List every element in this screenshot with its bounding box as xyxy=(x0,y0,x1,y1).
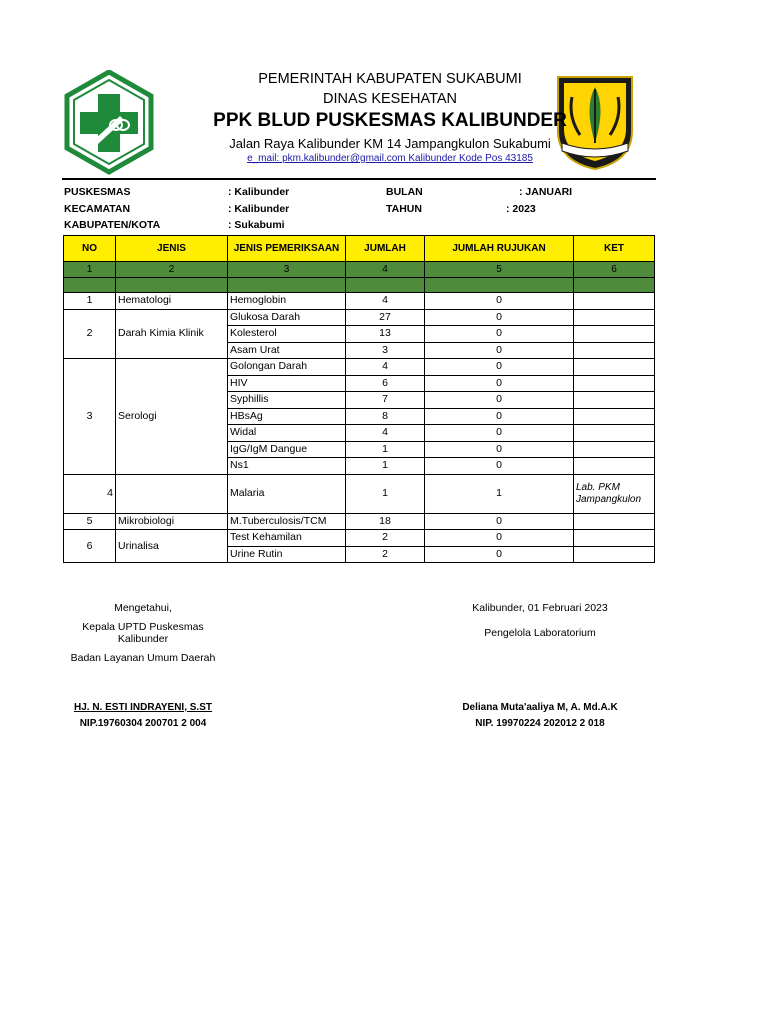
cell-jenis: Mikrobiologi xyxy=(116,513,228,530)
cell-rujukan: 0 xyxy=(425,309,574,326)
cell-jumlah: 4 xyxy=(346,293,425,310)
puskesmas-value: : Kalibunder xyxy=(228,186,290,198)
cell-jenis: Urinalisa xyxy=(116,530,228,563)
cell-jumlah: 27 xyxy=(346,309,425,326)
sig-left-line1: Mengetahui, xyxy=(114,602,172,614)
cell-ket xyxy=(574,359,655,376)
puskesmas-label: PUSKESMAS xyxy=(64,186,131,198)
sig-right-name: Deliana Muta'aaliya M, A. Md.A.K xyxy=(462,702,618,713)
cell-jenis: Darah Kimia Klinik xyxy=(116,309,228,359)
cell-ket xyxy=(574,513,655,530)
tahun-value: : 2023 xyxy=(506,203,536,215)
cell-jumlah: 2 xyxy=(346,546,425,563)
cell-rujukan: 0 xyxy=(425,441,574,458)
kabupaten-label: KABUPATEN/KOTA xyxy=(64,219,161,231)
header-jenis: JENIS xyxy=(116,236,228,262)
cell-no: 4 xyxy=(64,474,116,513)
col-number: 2 xyxy=(116,262,228,278)
cell-ket: Lab. PKM Jampangkulon xyxy=(574,474,655,513)
cell-pemeriksaan: Test Kehamilan xyxy=(228,530,346,547)
cell-rujukan: 0 xyxy=(425,458,574,475)
cell-pemeriksaan: HIV xyxy=(228,375,346,392)
cell-rujukan: 0 xyxy=(425,375,574,392)
cell-jenis: Serologi xyxy=(116,359,228,475)
header-rujukan: JUMLAH RUJUKAN xyxy=(425,236,574,262)
cell-ket xyxy=(574,458,655,475)
puskesmas-logo-icon xyxy=(64,70,154,175)
sig-left-nip: NIP.19760304 200701 2 004 xyxy=(79,718,207,729)
cell-jumlah: 1 xyxy=(346,441,425,458)
cell-jumlah: 4 xyxy=(346,359,425,376)
cell-ket xyxy=(574,408,655,425)
cell-no: 3 xyxy=(64,359,116,475)
cell-ket xyxy=(574,392,655,409)
cell-ket xyxy=(574,425,655,442)
sig-left-line2: Kepala UPTD Puskesmas xyxy=(82,621,204,633)
header-ket: KET xyxy=(574,236,655,262)
header-pemeriksaan: JENIS PEMERIKSAAN xyxy=(228,236,346,262)
cell-pemeriksaan: Hemoglobin xyxy=(228,293,346,310)
cell-pemeriksaan: Malaria xyxy=(228,474,346,513)
cell-ket xyxy=(574,342,655,359)
col-number: 6 xyxy=(574,262,655,278)
cell-no: 5 xyxy=(64,513,116,530)
page-title: PPK BLUD PUSKESMAS KALIBUNDER xyxy=(213,110,567,131)
cell-jumlah: 6 xyxy=(346,375,425,392)
cell-pemeriksaan: Widal xyxy=(228,425,346,442)
cell-ket xyxy=(574,441,655,458)
cell-pemeriksaan: Ns1 xyxy=(228,458,346,475)
cell-ket xyxy=(574,309,655,326)
table-row xyxy=(64,309,655,326)
cell-jumlah: 8 xyxy=(346,408,425,425)
cell-jenis xyxy=(116,474,228,513)
cell-rujukan: 0 xyxy=(425,392,574,409)
sig-left-name: HJ. N. ESTI INDRAYENI, S.ST xyxy=(74,702,212,713)
sig-left-line4: Badan Layanan Umum Daerah xyxy=(70,652,216,664)
cell-pemeriksaan: Urine Rutin xyxy=(228,546,346,563)
table-header-row xyxy=(64,236,655,262)
cell-rujukan: 0 xyxy=(425,359,574,376)
spacer-row xyxy=(64,278,655,293)
cell-jumlah: 7 xyxy=(346,392,425,409)
cell-no: 2 xyxy=(64,309,116,359)
header-divider xyxy=(62,178,656,180)
cell-rujukan: 0 xyxy=(425,530,574,547)
cell-ket xyxy=(574,546,655,563)
sig-left-line3: Kalibunder xyxy=(117,633,169,645)
cell-jumlah: 1 xyxy=(346,474,425,513)
header-no: NO xyxy=(64,236,116,262)
cell-jumlah: 13 xyxy=(346,326,425,343)
bulan-label: BULAN xyxy=(386,186,423,198)
table-row xyxy=(64,513,655,530)
table-row xyxy=(64,359,655,376)
cell-rujukan: 0 xyxy=(425,408,574,425)
cell-pemeriksaan: Asam Urat xyxy=(228,342,346,359)
cell-jumlah: 2 xyxy=(346,530,425,547)
cell-ket xyxy=(574,326,655,343)
cell-rujukan: 0 xyxy=(425,546,574,563)
cell-rujukan: 0 xyxy=(425,425,574,442)
col-number: 3 xyxy=(228,262,346,278)
col-number: 5 xyxy=(425,262,574,278)
cell-jumlah: 1 xyxy=(346,458,425,475)
cell-pemeriksaan: IgG/IgM Dangue xyxy=(228,441,346,458)
cell-pemeriksaan: HBsAg xyxy=(228,408,346,425)
table-row xyxy=(64,474,655,513)
cell-rujukan: 0 xyxy=(425,513,574,530)
email-link[interactable]: e_mail: pkm.kalibunder@gmail.com Kalibunder Kode Pos 43185 xyxy=(247,153,533,164)
lab-report-table xyxy=(63,235,655,563)
cell-rujukan: 0 xyxy=(425,342,574,359)
sig-right-nip: NIP. 19970224 202012 2 018 xyxy=(475,718,605,729)
address: Jalan Raya Kalibunder KM 14 Jampangkulon Sukabumi xyxy=(229,136,551,151)
cell-pemeriksaan: Syphillis xyxy=(228,392,346,409)
sig-right-role: Pengelola Laboratorium xyxy=(484,627,596,639)
table-row xyxy=(64,293,655,310)
bulan-value: : JANUARI xyxy=(519,186,573,198)
cell-jumlah: 4 xyxy=(346,425,425,442)
kecamatan-label: KECAMATAN xyxy=(64,203,131,215)
cell-rujukan: 1 xyxy=(425,474,574,513)
cell-ket xyxy=(574,530,655,547)
table-row xyxy=(64,530,655,547)
header-line-1: PEMERINTAH KABUPATEN SUKABUMI xyxy=(258,71,522,87)
cell-ket xyxy=(574,375,655,392)
cell-no: 6 xyxy=(64,530,116,563)
kabupaten-value: : Sukabumi xyxy=(228,219,285,231)
cell-pemeriksaan: Golongan Darah xyxy=(228,359,346,376)
cell-rujukan: 0 xyxy=(425,326,574,343)
tahun-label: TAHUN xyxy=(386,203,422,215)
cell-pemeriksaan: Glukosa Darah xyxy=(228,309,346,326)
cell-pemeriksaan: Kolesterol xyxy=(228,326,346,343)
cell-ket xyxy=(574,293,655,310)
cell-jumlah: 18 xyxy=(346,513,425,530)
col-number: 1 xyxy=(64,262,116,278)
kecamatan-value: : Kalibunder xyxy=(228,203,290,215)
column-number-row xyxy=(64,262,655,278)
cell-rujukan: 0 xyxy=(425,293,574,310)
cell-jenis: Hematologi xyxy=(116,293,228,310)
header-line-2: DINAS KESEHATAN xyxy=(322,91,458,107)
cell-pemeriksaan: M.Tuberculosis/TCM xyxy=(228,513,346,530)
col-number: 4 xyxy=(346,262,425,278)
header-jumlah: JUMLAH xyxy=(346,236,425,262)
sig-right-date: Kalibunder, 01 Februari 2023 xyxy=(472,602,608,614)
cell-no: 1 xyxy=(64,293,116,310)
cell-jumlah: 3 xyxy=(346,342,425,359)
